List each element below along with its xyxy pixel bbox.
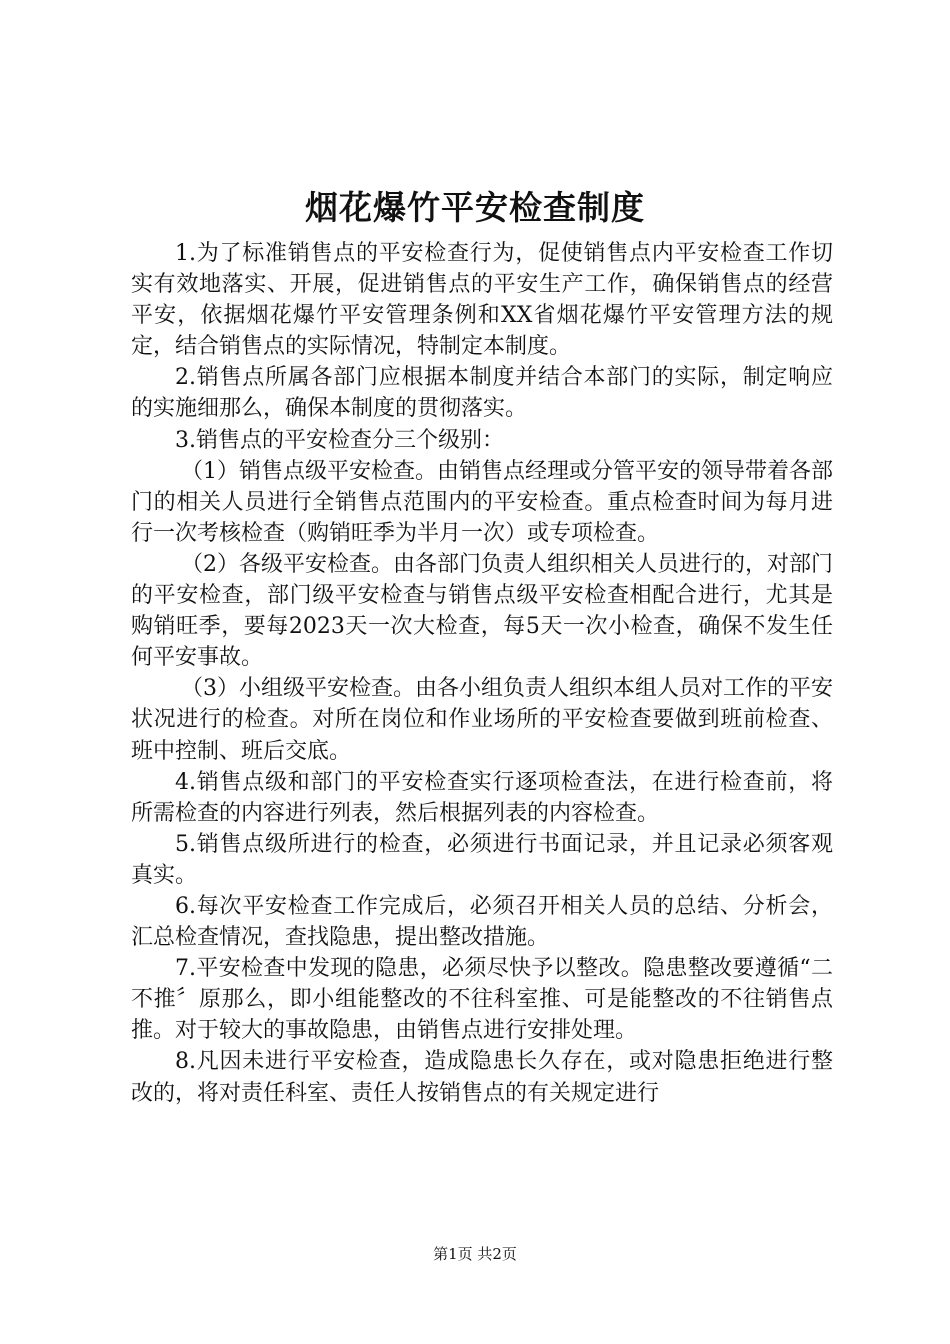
paragraph-7: 7.平安检查中发现的隐患，必须尽快予以整改。隐患整改要遵循“二不推〞原那么，即小组能整改的不往科室推、可是能整改的不往销售点推。对于较大的事故隐患，由销售点进行安排处理。 xyxy=(131,956,833,1044)
paragraph-1: 1.为了标准销售点的平安检查行为，促使销售点内平安检查工作切实有效地落实、开展，促进销售点的平安生产工作，确保销售点的经营平安，依据烟花爆竹平安管理条例和XX省烟花爆竹平安管理方法的规定，结合销售点的实际情况，特制定本制度。 xyxy=(131,241,833,360)
document-body xyxy=(131,238,833,1109)
paragraph-3-2: （2）各级平安检查。由各部门负责人组织相关人员进行的，对部门的平安检查，部门级平安检查与销售点级平安检查相配合进行，尤其是购销旺季，要每2023天一次大检查，每5天一次小检查，确保不发生任何平安事故。 xyxy=(131,551,833,671)
document-title: 烟花爆竹平安检查制度 xyxy=(305,188,645,227)
paragraph-6: 6.每次平安检查工作完成后，必须召开相关人员的总结、分析会，汇总检查情况，查找隐患，提出整改措施。 xyxy=(131,893,833,951)
paragraph-8: 8.凡因未进行平安检查，造成隐患长久存在，或对隐患拒绝进行整改的，将对责任科室、责任人按销售点的有关规定进行 xyxy=(131,1049,833,1106)
paragraph-3-1: （1）销售点级平安检查。由销售点经理或分管平安的领导带着各部门的相关人员进行全销售点范围内的平安检查。重点检查时间为每月进行一次考核检查（购销旺季为半月一次）或专项检查。 xyxy=(131,458,833,546)
page-footer: 第1页 共2页 xyxy=(433,1245,517,1263)
paragraph-2: 2.销售点所属各部门应根据本制度并结合本部门的实际，制定响应的实施细那么，确保本制度的贯彻落实。 xyxy=(131,365,833,422)
paragraph-3: 3.销售点的平安检查分三个级别： xyxy=(175,427,504,453)
paragraph-5: 5.销售点级所进行的检查，必须进行书面记录，并且记录必须客观真实。 xyxy=(131,831,833,888)
paragraph-4: 4.销售点级和部门的平安检查实行逐项检查法，在进行检查前，将所需检查的内容进行列表，然后根据列表的内容检查。 xyxy=(131,769,833,826)
paragraph-3-3: （3）小组级平安检查。由各小组负责人组织本组人员对工作的平安状况进行的检查。对所在岗位和作业场所的平安检查要做到班前检查、班中控制、班后交底。 xyxy=(131,676,833,764)
